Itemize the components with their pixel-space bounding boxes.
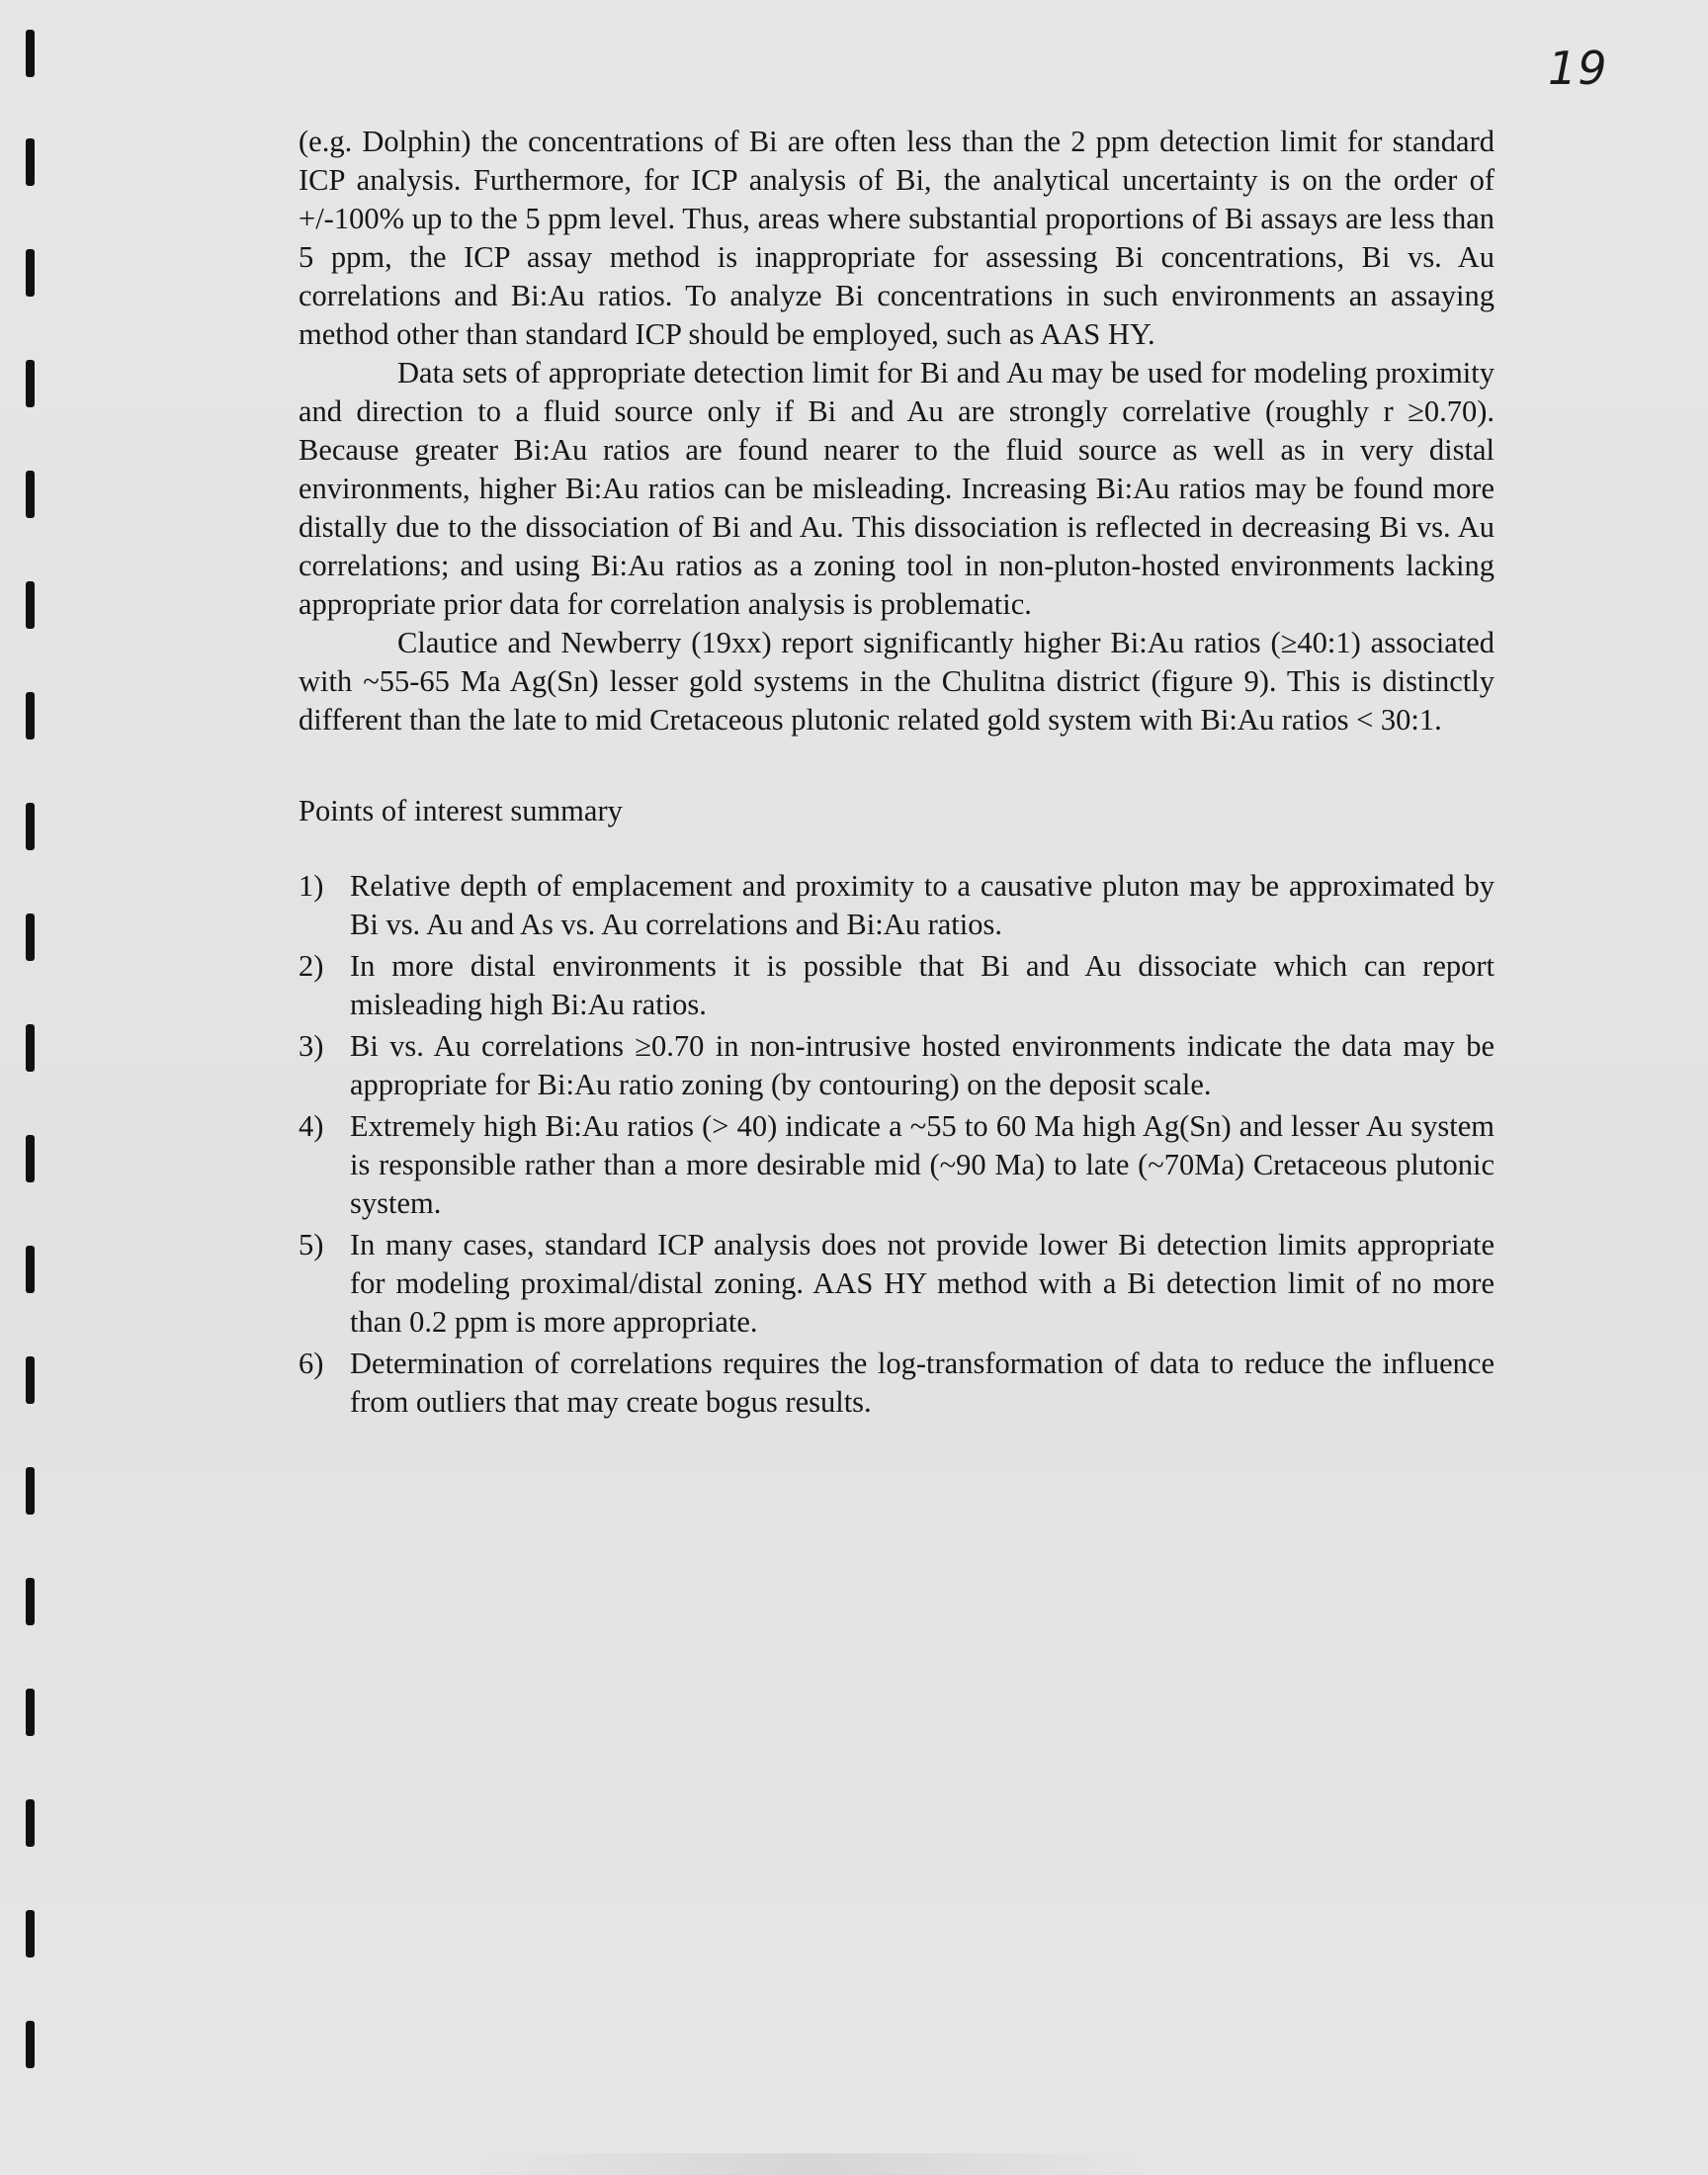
- page-body: [299, 123, 1494, 1425]
- list-item-number: 3): [299, 1029, 324, 1063]
- list-item-number: 5): [299, 1228, 324, 1262]
- binder-hole: [26, 1024, 35, 1072]
- binder-holes: [26, 30, 45, 2086]
- list-item-text: Extremely high Bi:Au ratios (> 40) indicate a ~55 to 60 Ma high Ag(Sn) and lesser Au system is responsible rather than a more desirable mid (~90 Ma) to late (~70Ma) Cretaceous plutonic system.: [350, 1109, 1494, 1220]
- list-item: [299, 867, 1494, 944]
- binder-hole: [26, 360, 35, 407]
- binder-hole: [26, 138, 35, 186]
- list-item-text: Relative depth of emplacement and proximity to a causative pluton may be approximated by Bi vs. Au and As vs. Au correlations and Bi:Au ratios.: [350, 869, 1494, 941]
- body-paragraph: (e.g. Dolphin) the concentrations of Bi are often less than the 2 ppm detection limit for standard ICP analysis. Furthermore, for ICP analysis of Bi, the analytical uncertainty is on the order of +/-100% up to the 5 ppm level. Thus, areas where substantial proportions of Bi assays are less than 5 ppm, the ICP assay method is inappropriate for assessing Bi concentrations, Bi vs. Au correlations and Bi:Au ratios. To analyze Bi concentrations in such environments an assaying method other than standard ICP should be employed, such as AAS HY.: [299, 125, 1494, 351]
- body-paragraph: Clautice and Newberry (19xx) report significantly higher Bi:Au ratios (≥40:1) associated with ~55-65 Ma Ag(Sn) lesser gold systems in the Chulitna district (figure 9). This is distinctly different than the late to mid Cretaceous plutonic related gold system with Bi:Au ratios < 30:1.: [299, 626, 1494, 737]
- list-item: [299, 1226, 1494, 1342]
- list-item-number: 6): [299, 1347, 324, 1380]
- binder-hole: [26, 1689, 35, 1736]
- binder-hole: [26, 1467, 35, 1515]
- list-item: [299, 1027, 1494, 1104]
- list-item-text: Determination of correlations requires the log-transformation of data to reduce the influence from outliers that may create bogus results.: [350, 1347, 1494, 1419]
- list-item-text: In more distal environments it is possible that Bi and Au dissociate which can report misleading high Bi:Au ratios.: [350, 949, 1494, 1021]
- binder-hole: [26, 471, 35, 518]
- list-item-number: 2): [299, 949, 324, 983]
- list-item-text: Bi vs. Au correlations ≥0.70 in non-intrusive hosted environments indicate the data may be appropriate for Bi:Au ratio zoning (by contouring) on the deposit scale.: [350, 1029, 1494, 1101]
- binder-hole: [26, 1135, 35, 1182]
- binder-hole: [26, 1910, 35, 1958]
- list-item: [299, 1107, 1494, 1223]
- binder-hole: [26, 1578, 35, 1625]
- binder-hole: [26, 914, 35, 961]
- list-item: [299, 1345, 1494, 1422]
- binder-hole: [26, 581, 35, 629]
- binder-hole: [26, 1799, 35, 1847]
- list-item: [299, 947, 1494, 1024]
- binder-hole: [26, 692, 35, 740]
- list-item-number: 4): [299, 1109, 324, 1143]
- list-item-number: 1): [299, 869, 324, 903]
- section-heading: Points of interest summary: [299, 794, 623, 827]
- binder-hole: [26, 2021, 35, 2068]
- binder-hole: [26, 1246, 35, 1293]
- list-item-text: In many cases, standard ICP analysis does not provide lower Bi detection limits appropriate for modeling proximal/distal zoning. AAS HY method with a Bi detection limit of no more than 0.2 ppm is more appropriate.: [350, 1228, 1494, 1339]
- page-number: 19: [1548, 42, 1608, 95]
- scan-edge-shadow: [465, 2153, 1156, 2175]
- binder-hole: [26, 803, 35, 850]
- binder-hole: [26, 249, 35, 297]
- binder-hole: [26, 30, 35, 77]
- body-paragraph: Data sets of appropriate detection limit for Bi and Au may be used for modeling proximity and direction to a fluid source only if Bi and Au are strongly correlative (roughly r ≥0.70). Because greater Bi:Au ratios are found nearer to the fluid source as well as in very distal environments, higher Bi:Au ratios can be misleading. Increasing Bi:Au ratios may be found more distally due to the dissociation of Bi and Au. This dissociation is reflected in decreasing Bi vs. Au correlations; and using Bi:Au ratios as a zoning tool in non-pluton-hosted environments lacking appropriate prior data for correlation analysis is problematic.: [299, 356, 1494, 621]
- summary-list: [299, 867, 1494, 1422]
- binder-hole: [26, 1356, 35, 1404]
